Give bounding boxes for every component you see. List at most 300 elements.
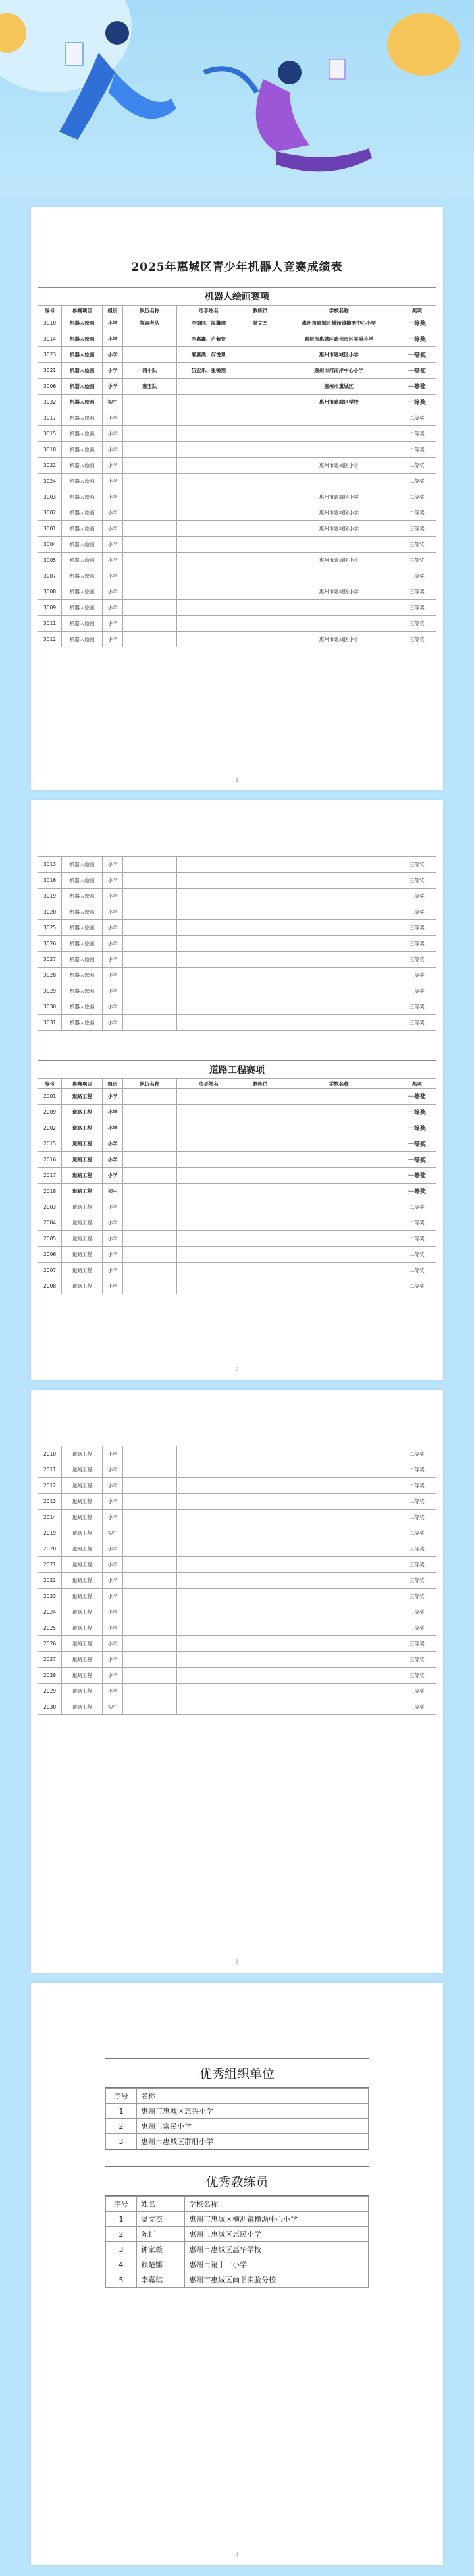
cell: 道路工程 xyxy=(62,1620,103,1636)
table-row xyxy=(38,857,436,873)
table-row xyxy=(38,999,436,1015)
cell xyxy=(240,1494,280,1510)
cell: 小学 xyxy=(103,600,122,616)
header-cell: 奖项 xyxy=(398,306,436,315)
cell xyxy=(122,1120,176,1136)
cell: 二等奖 xyxy=(398,458,436,474)
table-row xyxy=(38,1120,436,1136)
cell xyxy=(240,1510,280,1525)
section-road-engineering-cont xyxy=(38,1446,436,1715)
cell: 3022 xyxy=(38,458,62,474)
cell xyxy=(240,1089,280,1105)
cell xyxy=(177,1446,240,1462)
cell: 2 xyxy=(106,2227,137,2242)
cell xyxy=(177,505,240,521)
cell xyxy=(280,1478,398,1494)
cell xyxy=(177,1199,240,1215)
cell: 3019 xyxy=(38,889,62,904)
cell: 小学 xyxy=(103,889,122,904)
cell xyxy=(122,1247,176,1263)
cell xyxy=(177,1215,240,1231)
cell xyxy=(280,1573,398,1589)
table-row xyxy=(38,1604,436,1620)
cell xyxy=(122,1699,176,1715)
page-number: 1 xyxy=(235,777,239,784)
results-table xyxy=(38,1446,436,1715)
cell: 2014 xyxy=(38,1510,62,1525)
cell: 二等奖 xyxy=(398,1278,436,1294)
cell xyxy=(240,1668,280,1684)
cell: 3024 xyxy=(38,474,62,489)
cell: 二等奖 xyxy=(398,1478,436,1494)
cell xyxy=(177,1105,240,1120)
cell: 3029 xyxy=(38,983,62,999)
cell: 2027 xyxy=(38,1652,62,1668)
cell xyxy=(280,1462,398,1478)
cell xyxy=(280,1278,398,1294)
cell: 二等奖 xyxy=(398,505,436,521)
table-row xyxy=(38,1636,436,1652)
cell: 道路工程 xyxy=(62,1557,103,1573)
cell: 1 xyxy=(106,2104,137,2119)
cell xyxy=(280,474,398,489)
cell: 小学 xyxy=(103,426,122,442)
cell: 2029 xyxy=(38,1684,62,1699)
table-row xyxy=(106,2134,369,2149)
cell xyxy=(177,1462,240,1478)
cell: 二等奖 xyxy=(398,489,436,505)
cell: 三等奖 xyxy=(398,936,436,952)
cell: 2003 xyxy=(38,1199,62,1215)
header-cell: 教练员 xyxy=(240,306,280,315)
cell xyxy=(122,968,176,983)
figure-right-leg xyxy=(276,148,372,171)
page-4 xyxy=(31,1983,443,2565)
cell: 2008 xyxy=(38,1278,62,1294)
cell: 机器人绘画 xyxy=(62,347,103,363)
cell xyxy=(240,983,280,999)
figure-right-head xyxy=(278,61,302,84)
cell xyxy=(240,968,280,983)
cell: 机器人绘画 xyxy=(62,999,103,1015)
table-row xyxy=(38,363,436,379)
cell xyxy=(122,537,176,553)
cell: 2012 xyxy=(38,1478,62,1494)
cell xyxy=(122,1199,176,1215)
header-cell: 编号 xyxy=(38,306,62,315)
table-row xyxy=(38,1278,436,1294)
table-row xyxy=(106,2212,369,2227)
cell: 三等奖 xyxy=(398,1557,436,1573)
table-row xyxy=(38,968,436,983)
cell: 3016 xyxy=(38,873,62,889)
cell xyxy=(240,632,280,647)
cell: 三等奖 xyxy=(398,873,436,889)
cell: 三等奖 xyxy=(398,983,436,999)
cell: 二等奖 xyxy=(398,1525,436,1541)
cell: 道路工程 xyxy=(62,1247,103,1263)
cell: 三等奖 xyxy=(398,568,436,584)
section-robot-painting xyxy=(38,287,436,647)
cell xyxy=(177,1652,240,1668)
cell xyxy=(177,474,240,489)
cell: 道路工程 xyxy=(62,1215,103,1231)
cell: 熊惠澳、何悦恩 xyxy=(177,347,240,363)
cell: 小学 xyxy=(103,584,122,600)
cell xyxy=(177,1589,240,1604)
cell: 初中 xyxy=(103,1184,122,1199)
cell xyxy=(280,936,398,952)
cell: 二等奖 xyxy=(398,1215,436,1231)
table-row xyxy=(38,1652,436,1668)
cell: 3026 xyxy=(38,936,62,952)
figure-left-body xyxy=(59,53,115,140)
cell: 2021 xyxy=(38,1557,62,1573)
cell xyxy=(280,968,398,983)
table-row xyxy=(38,553,436,568)
cell xyxy=(122,1184,176,1199)
cell xyxy=(280,1652,398,1668)
cell xyxy=(177,857,240,873)
table-row xyxy=(38,1573,436,1589)
cell: 惠州市惠城区小学 xyxy=(280,521,398,537)
cell: 三等奖 xyxy=(398,1668,436,1684)
cell xyxy=(240,537,280,553)
cell: 小学 xyxy=(103,1604,122,1620)
figure-left-head xyxy=(105,21,129,45)
cell xyxy=(177,1525,240,1541)
table-row xyxy=(38,379,436,395)
cell xyxy=(122,1105,176,1120)
table-row xyxy=(38,1015,436,1031)
cell: 小学 xyxy=(103,347,122,363)
cell: 陈虹 xyxy=(137,2227,185,2242)
cell: 机器人绘画 xyxy=(62,952,103,968)
header-cell: 奖项 xyxy=(398,1079,436,1089)
cell: 2025 xyxy=(38,1620,62,1636)
cell xyxy=(280,873,398,889)
cell: 三等奖 xyxy=(398,889,436,904)
cell xyxy=(122,873,176,889)
cell: 道路工程 xyxy=(62,1668,103,1684)
cell xyxy=(240,568,280,584)
cell: 1 xyxy=(106,2212,137,2227)
table-row xyxy=(106,2119,369,2134)
section-road-engineering xyxy=(38,1060,436,1294)
figure-right-arm xyxy=(204,69,257,92)
cell: 道路工程 xyxy=(62,1636,103,1652)
cell xyxy=(280,1120,398,1136)
table-row xyxy=(38,1184,436,1199)
cell xyxy=(240,1478,280,1494)
cell xyxy=(122,1573,176,1589)
cell: 小学 xyxy=(103,1462,122,1478)
cell xyxy=(122,600,176,616)
header-cell: 教练员 xyxy=(240,1079,280,1089)
cell: 小学 xyxy=(103,1510,122,1525)
cell xyxy=(240,616,280,632)
cell: 道路工程 xyxy=(62,1089,103,1105)
cell xyxy=(122,347,176,363)
cell xyxy=(122,1589,176,1604)
cell: 惠州市惠城区小学 xyxy=(280,553,398,568)
cell: 三等奖 xyxy=(398,616,436,632)
results-table xyxy=(38,1078,436,1294)
cell: 道路工程 xyxy=(62,1541,103,1557)
cell xyxy=(177,632,240,647)
cell xyxy=(280,1215,398,1231)
cell: 惠州市惠城区横沥镇横沥中心小学 xyxy=(185,2212,369,2227)
table-row xyxy=(38,1263,436,1278)
cell: 探索者队 xyxy=(122,315,176,331)
cell: 小学 xyxy=(103,1494,122,1510)
cell: 小学 xyxy=(103,968,122,983)
cell xyxy=(122,1231,176,1247)
cell xyxy=(122,1620,176,1636)
header-cell: 编号 xyxy=(38,1079,62,1089)
cell xyxy=(122,920,176,936)
cell xyxy=(122,1494,176,1510)
cell: 3018 xyxy=(38,442,62,458)
cell xyxy=(240,489,280,505)
cell: 三等奖 xyxy=(398,1652,436,1668)
cell: 三等奖 xyxy=(398,1589,436,1604)
cell: 小学 xyxy=(103,983,122,999)
cell: 小学 xyxy=(103,442,122,458)
cell xyxy=(122,1636,176,1652)
cell: 二等奖 xyxy=(398,1446,436,1462)
cell: 惠州市惠城区小学 xyxy=(280,458,398,474)
header-cell: 参赛项目 xyxy=(62,1079,103,1089)
table-row xyxy=(38,616,436,632)
cell xyxy=(122,1478,176,1494)
cell xyxy=(240,1215,280,1231)
org-awards-title: 优秀组织单位 xyxy=(105,2059,369,2088)
cell: 惠州市惠城区学校 xyxy=(280,395,398,410)
cell xyxy=(177,521,240,537)
header-cell: 序号 xyxy=(106,2197,137,2212)
cell: 3007 xyxy=(38,568,62,584)
cell: 3017 xyxy=(38,410,62,426)
cell xyxy=(240,952,280,968)
cell xyxy=(122,568,176,584)
cell: 3021 xyxy=(38,363,62,379)
table-row xyxy=(38,1136,436,1152)
cell xyxy=(240,584,280,600)
cell: 一等奖 xyxy=(398,363,436,379)
cell xyxy=(240,600,280,616)
table-row xyxy=(38,1231,436,1247)
page-number: 4 xyxy=(235,2552,239,2559)
cell: 3027 xyxy=(38,952,62,968)
cell xyxy=(240,1120,280,1136)
cell xyxy=(177,1620,240,1636)
cell xyxy=(177,379,240,395)
cell: 小学 xyxy=(103,1684,122,1699)
table-row xyxy=(38,1525,436,1541)
table-row xyxy=(38,315,436,331)
cell: 机器人绘画 xyxy=(62,505,103,521)
cell: 道路工程 xyxy=(62,1231,103,1247)
header-cell: 学校名称 xyxy=(185,2197,369,2212)
cell: 初中 xyxy=(103,395,122,410)
cell: 小学 xyxy=(103,1231,122,1247)
table-row xyxy=(38,505,436,521)
cell: 3025 xyxy=(38,920,62,936)
table-row xyxy=(38,983,436,999)
cell: 机器人绘画 xyxy=(62,442,103,458)
cell: 道路工程 xyxy=(62,1136,103,1152)
cell xyxy=(177,442,240,458)
cell xyxy=(177,1263,240,1278)
cell: 三等奖 xyxy=(398,968,436,983)
cell: 二等奖 xyxy=(398,442,436,458)
header-cell: 学校名称 xyxy=(280,1079,398,1089)
cell xyxy=(122,904,176,920)
cell xyxy=(177,1015,240,1031)
cell: 3 xyxy=(106,2242,137,2257)
results-table xyxy=(38,305,436,647)
cell xyxy=(280,904,398,920)
cell xyxy=(240,1278,280,1294)
cell xyxy=(122,999,176,1015)
cell xyxy=(177,889,240,904)
section-title: 机器人绘画赛项 xyxy=(38,287,436,305)
cell: 2020 xyxy=(38,1541,62,1557)
cell: 2009 xyxy=(38,1105,62,1120)
cell xyxy=(240,1152,280,1168)
cell: 3031 xyxy=(38,1015,62,1031)
cell xyxy=(240,1168,280,1184)
cell: 三等奖 xyxy=(398,857,436,873)
table-row xyxy=(38,395,436,410)
cell xyxy=(280,1231,398,1247)
cell: 小学 xyxy=(103,1478,122,1494)
cell: 小学 xyxy=(103,1668,122,1684)
table-row xyxy=(38,1152,436,1168)
cell xyxy=(177,1557,240,1573)
cell: 温文杰 xyxy=(137,2212,185,2227)
table-row xyxy=(38,1620,436,1636)
cell xyxy=(122,1168,176,1184)
table-row xyxy=(38,1541,436,1557)
cell: 2017 xyxy=(38,1168,62,1184)
cell: 2002 xyxy=(38,1120,62,1136)
cell xyxy=(240,521,280,537)
table-row xyxy=(38,489,436,505)
cell xyxy=(240,904,280,920)
cell xyxy=(280,537,398,553)
cell: 惠州市惠城区小学 xyxy=(280,632,398,647)
cell xyxy=(280,1263,398,1278)
page-3 xyxy=(31,1390,443,1973)
cell: 小学 xyxy=(103,1105,122,1120)
cell: 小学 xyxy=(103,920,122,936)
cell: 小学 xyxy=(103,616,122,632)
table-row xyxy=(38,1668,436,1684)
figure-left-book xyxy=(66,43,83,65)
cell xyxy=(177,426,240,442)
cell xyxy=(240,1446,280,1462)
cell: 一等奖 xyxy=(398,379,436,395)
table-row xyxy=(38,331,436,347)
cell: 机器人绘画 xyxy=(62,889,103,904)
cell: 小学 xyxy=(103,331,122,347)
cell xyxy=(177,1278,240,1294)
cell xyxy=(280,1446,398,1462)
page-1 xyxy=(31,207,443,790)
cell xyxy=(177,1668,240,1684)
cell: 小学 xyxy=(103,1136,122,1152)
coach-awards-box xyxy=(105,2166,369,2288)
cell xyxy=(240,553,280,568)
cell: 小学 xyxy=(103,568,122,584)
cell xyxy=(177,1699,240,1715)
table-row xyxy=(38,1557,436,1573)
cell xyxy=(280,1494,398,1510)
cell: 三等奖 xyxy=(398,1541,436,1557)
cell xyxy=(240,1247,280,1263)
cell: 2006 xyxy=(38,1247,62,1263)
cell: 3001 xyxy=(38,521,62,537)
cell: 机器人绘画 xyxy=(62,873,103,889)
cell: 3014 xyxy=(38,331,62,347)
cell: 机器人绘画 xyxy=(62,920,103,936)
cell: 小学 xyxy=(103,1652,122,1668)
table-header-row xyxy=(106,2197,369,2212)
cell xyxy=(122,1525,176,1541)
cell: 机器人绘画 xyxy=(62,331,103,347)
cell: 惠州市第十一小学 xyxy=(185,2257,369,2272)
cell: 惠州市惠城区尚书实验分校 xyxy=(185,2272,369,2288)
cell: 小学 xyxy=(103,1636,122,1652)
results-table xyxy=(38,856,436,1031)
cell: 道路工程 xyxy=(62,1120,103,1136)
cell xyxy=(280,983,398,999)
cell xyxy=(240,426,280,442)
cell: 二等奖 xyxy=(398,410,436,426)
cell xyxy=(280,952,398,968)
cell xyxy=(177,584,240,600)
cell xyxy=(240,474,280,489)
cell: 三等奖 xyxy=(398,1604,436,1620)
cell xyxy=(122,426,176,442)
cell xyxy=(177,1604,240,1620)
cell: 3002 xyxy=(38,505,62,521)
cell: 3015 xyxy=(38,426,62,442)
cell xyxy=(240,1105,280,1120)
cell xyxy=(122,1263,176,1278)
cell: 温文杰 xyxy=(240,315,280,331)
cell: 道路工程 xyxy=(62,1604,103,1620)
table-row xyxy=(38,426,436,442)
cell xyxy=(122,936,176,952)
cell: 2013 xyxy=(38,1494,62,1510)
cell xyxy=(280,1089,398,1105)
cell: 一等奖 xyxy=(398,1105,436,1120)
cell xyxy=(122,474,176,489)
cell: 2015 xyxy=(38,1136,62,1152)
figure-left-leg xyxy=(109,72,176,119)
cell xyxy=(240,1462,280,1478)
cell: 2010 xyxy=(38,1446,62,1462)
cell xyxy=(177,1541,240,1557)
cell: 道路工程 xyxy=(62,1684,103,1699)
cell: 3012 xyxy=(38,632,62,647)
cell: 2030 xyxy=(38,1699,62,1715)
cell: 道路工程 xyxy=(62,1199,103,1215)
cell xyxy=(122,889,176,904)
